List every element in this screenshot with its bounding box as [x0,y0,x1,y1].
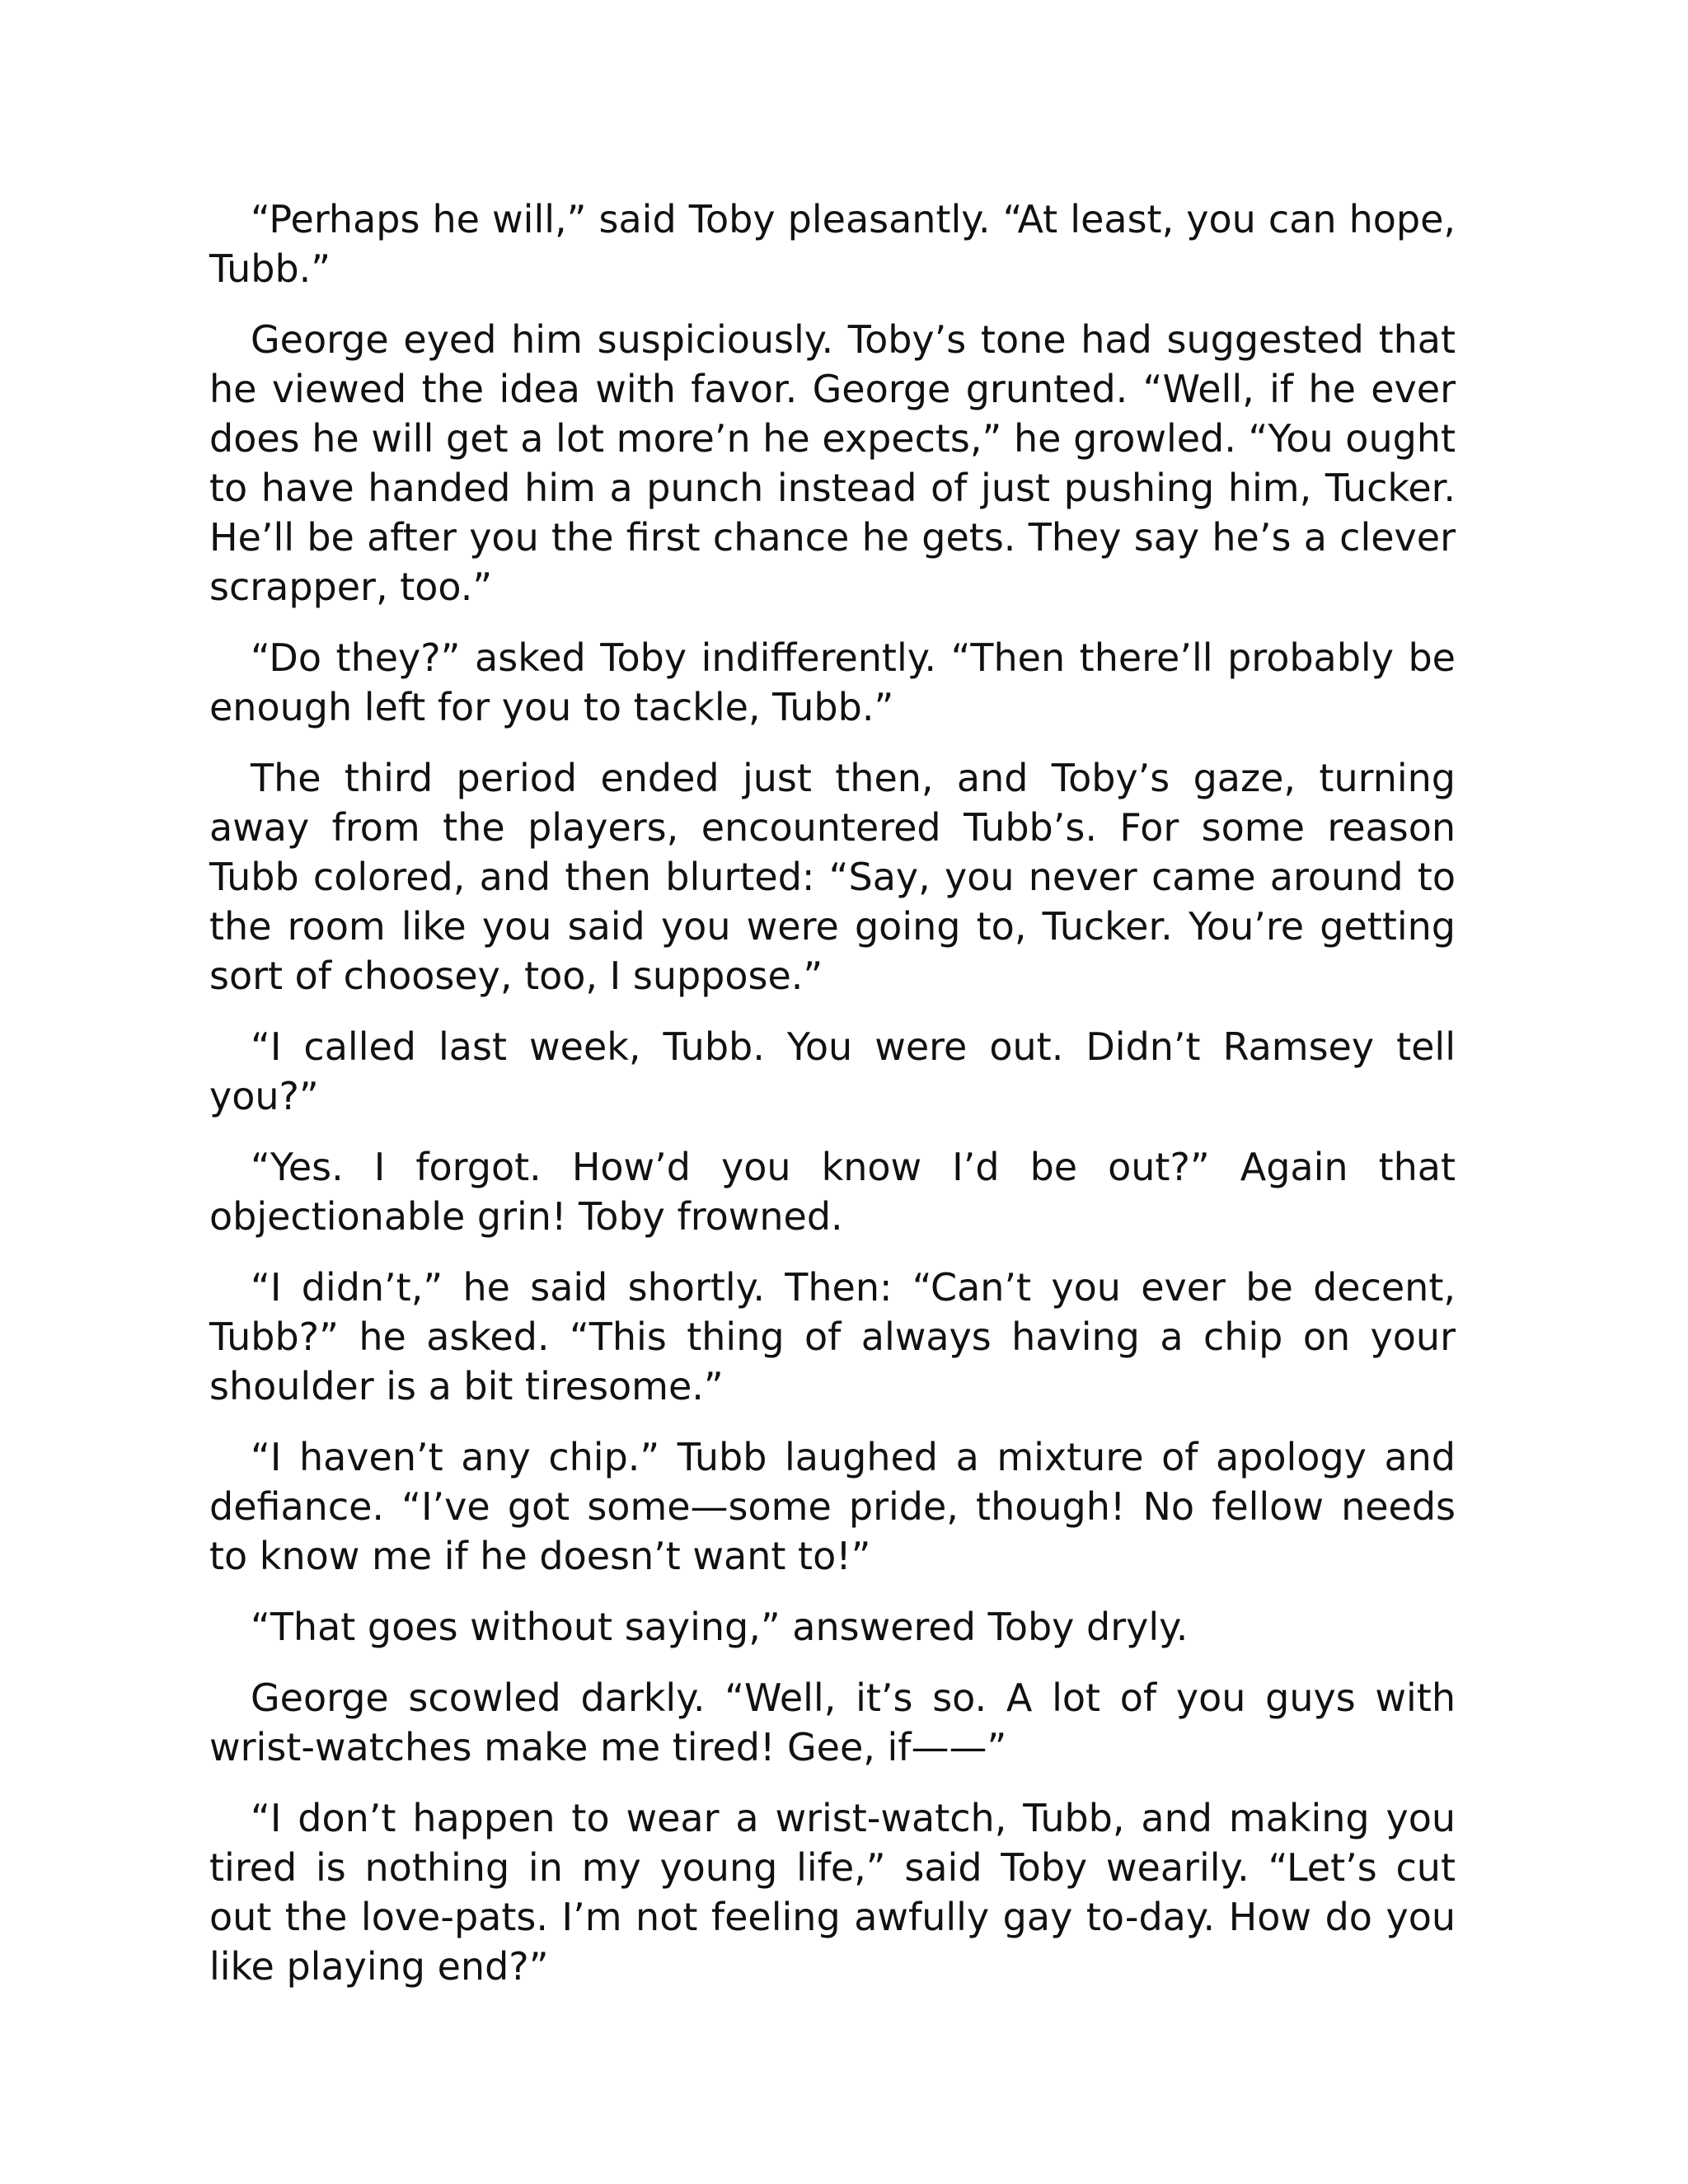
paragraph: “I don’t happen to wear a wrist-watch, Tubb, and making you tired is nothing in my young life,” said Toby wearily. “Let’s cut out the love-pats. I’m not feeling awfully gay to-day. How do you like playing end?” [209,1796,1456,1989]
paragraph: “Yes. I forgot. How’d you know I’d be out?” Again that objectionable grin! Toby frowned. [209,1145,1456,1239]
book-page-text [209,194,1456,2013]
paragraph: George eyed him suspiciously. Toby’s tone had suggested that he viewed the idea with favor. George grunted. “Well, if he ever does he will get a lot more’n he expects,” he growled. “You ought to have handed him a punch instead of just pushing him, Tucker. He’ll be after you the first chance he gets. They say he’s a clever scrapper, too.” [209,317,1456,609]
paragraph: “I haven’t any chip.” Tubb laughed a mixture of apology and defiance. “I’ve got some—some pride, though! No fellow needs to know me if he doesn’t want to!” [209,1435,1456,1578]
paragraph: George scowled darkly. “Well, it’s so. A lot of you guys with wrist-watches make me tired! Gee, if——” [209,1675,1456,1769]
paragraph: “That goes without saying,” answered Toby dryly. [251,1605,1189,1649]
paragraph: “Do they?” asked Toby indifferently. “Then there’ll probably be enough left for you to tackle, Tubb.” [209,635,1456,729]
paragraph: “I didn’t,” he said shortly. Then: “Can’t you ever be decent, Tubb?” he asked. “This thing of always having a chip on your shoulder is a bit tiresome.” [209,1265,1456,1408]
paragraph: The third period ended just then, and Toby’s gaze, turning away from the players, encountered Tubb’s. For some reason Tubb colored, and then blurted: “Say, you never came around to the room like you said you were going to, Tucker. You’re getting sort of choosey, too, I suppose.” [209,756,1456,998]
paragraph: “I called last week, Tubb. You were out. Didn’t Ramsey tell you?” [209,1024,1456,1118]
paragraph: “Perhaps he will,” said Toby pleasantly. “At least, you can hope, Tubb.” [209,197,1456,291]
